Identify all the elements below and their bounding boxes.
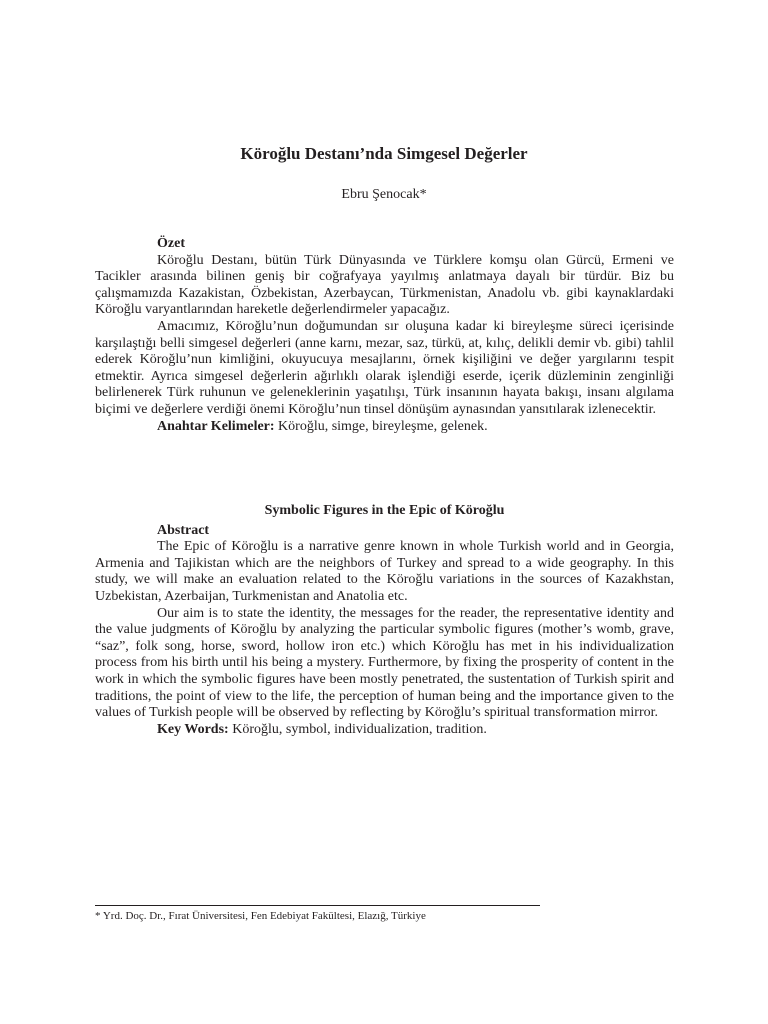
abstract-paragraph: The Epic of Köroğlu is a narrative genre known in whole Turkish world and in Georgia, Armenia and Tajikistan which are the neighbors of Turkey and spread to a wide geography. In this study, we will make an evaluation related to the Köroğlu variations in the sources of Kazakhstan, Uzbekistan, Azerbaijan, Turkmenistan and Anatolia etc. (95, 539, 674, 604)
abstract-paragraph: Our aim is to state the identity, the messages for the reader, the representative identity and the value judgments of Köroğlu by analyzing the particular symbolic figures (mother’s womb, grave, “saz”, folk song, horse, sword, hollow iron etc.) which Köroğlu has met in his individualization process from his birth until his being a mystery. Furthermore, by fixing the prosperity of content in the work in which the symbolic figures have been mostly penetrated, the sustentation of Turkish spirit and traditions, the point of view to the life, the perception of human being and the importance given to the values of Turkish people will be observed by reflecting by Köroğlu’s spiritual transformation mirror. (95, 605, 674, 721)
summary-paragraph: Köroğlu Destanı, bütün Türk Dünyasında ve Türklere komşu olan Gürcü, Ermeni ve Tacikler arasında bilinen geniş bir coğrafyaya yayılmış anlatmaya dayalı bir türdür. Biz bu çalışmamızda Kazakistan, Özbekistan, Azerbaycan, Türkmenistan, Anadolu vb. gibi kaynaklardaki Köroğlu varyantlarından hareketle değerlendirmeler yapacağız. (95, 252, 674, 318)
author-name: Ebru Şenocak* (341, 187, 427, 202)
turkish-summary (95, 236, 674, 435)
footnote-divider (95, 905, 540, 906)
footnote: * Yrd. Doç. Dr., Fırat Üniversitesi, Fen Edebiyat Fakültesi, Elazığ, Türkiye (95, 910, 426, 922)
english-abstract (95, 503, 674, 738)
paper-title: Köroğlu Destanı’nda Simgesel Değerler (240, 144, 528, 163)
keywords-text: Köroğlu, simge, bireyleşme, gelenek. (274, 418, 488, 434)
english-keywords (95, 722, 674, 739)
keywords-label: Key Words: (157, 721, 229, 737)
summary-paragraph: Amacımız, Köroğlu’nun doğumundan sır oluşuna kadar ki bireyleşme süreci içerisinde karşılaştığı belli simgesel değerleri (anne karnı, mezar, saz, türkü, at, kılıç, delikli demir vb. gibi) tahlil ederek Köroğlu’nun kimliğini, okuyucuya mesajlarını, örnek kişiliğini ve değer yargılarını tespit etmektir. Ayrıca simgesel değerlerin ağırlıklı olarak işlendiği eserde, içerik düzleminin zenginliği belirlenerek Türk ruhunun ve geleneklerinin yaşatılışı, Türk insanının hayata bakışı, insanı algılama biçimi ve değerlere verdiği önemi Köroğlu’nun tinsel dönüşüm aynasından yansıtılarak izlenecektir. (95, 318, 674, 417)
abstract-heading: Abstract (157, 522, 210, 538)
summary-heading: Özet (157, 236, 185, 251)
keywords-text: Köroğlu, symbol, individualization, tradition. (228, 721, 487, 737)
keywords-label: Anahtar Kelimeler: (157, 418, 275, 434)
turkish-keywords (95, 419, 674, 436)
english-title: Symbolic Figures in the Epic of Köroğlu (264, 503, 505, 518)
